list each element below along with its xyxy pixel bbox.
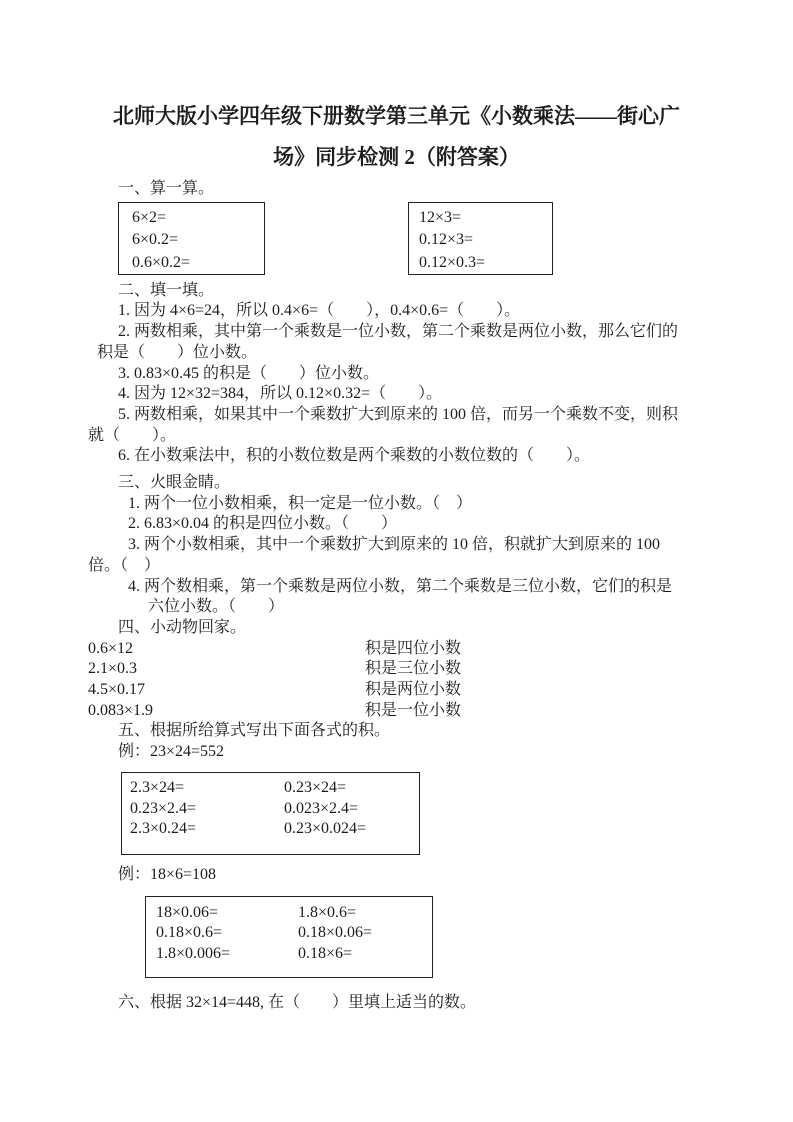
section2-item-2-cont: 积是（ ）位小数。 (97, 343, 258, 361)
expression: 0.12×3= (419, 231, 474, 249)
product-row (130, 799, 419, 820)
section2-item-2: 2. 两数相乘，其中第一个乘数是一位小数，第二个乘数是两位小数，那么它们的 (118, 323, 679, 341)
expression: 6×2= (132, 208, 167, 226)
section3-item-2: 2. 6.83×0.04 的积是四位小数。（ ） (128, 515, 398, 533)
match-row (88, 659, 705, 680)
section3-item-3-cont: 倍。（ ） (88, 556, 161, 574)
expression: 0.18×0.06= (298, 924, 373, 942)
section4-heading: 四、小动物回家。 (118, 618, 247, 636)
expression: 0.12×0.3= (419, 253, 486, 271)
match-label: 积是四位小数 (365, 639, 462, 657)
expression: 1.8×0.006= (156, 944, 231, 962)
match-row (88, 639, 705, 660)
expression: 1.8×0.6= (298, 903, 357, 921)
expression: 2.3×0.24= (130, 820, 197, 838)
title-line-2: 场》同步检测 2（附答案） (273, 145, 520, 169)
calc-box-2 (408, 202, 553, 275)
product-box-1 (121, 772, 420, 855)
expression: 0.23×0.024= (284, 820, 367, 838)
product-row (130, 819, 419, 840)
section2-item-1: 1. 因为 4×6=24，所以 0.4×6=（ ），0.4×0.6=（ ）。 (118, 302, 521, 320)
product-row (156, 944, 432, 965)
match-label: 积是两位小数 (365, 681, 462, 699)
section5-example-2: 例：18×6=108 (118, 865, 217, 883)
expression: 12×3= (419, 208, 462, 226)
match-label: 积是一位小数 (365, 701, 462, 719)
product-row (156, 903, 432, 924)
match-row (88, 680, 705, 701)
expression: 0.23×24= (284, 778, 347, 796)
expression: 18×0.06= (156, 903, 219, 921)
section2-item-5-cont: 就（ ）。 (88, 426, 177, 444)
match-expression: 0.083×1.9 (88, 701, 154, 719)
section2-item-4: 4. 因为 12×32=384，所以 0.12×0.32=（ ）。 (118, 385, 443, 403)
match-expression: 4.5×0.17 (88, 681, 146, 699)
section2-heading: 二、填一填。 (118, 281, 215, 299)
expression: 6×0.2= (132, 231, 179, 249)
expression: 0.023×2.4= (284, 799, 359, 817)
match-expression: 0.6×12 (88, 639, 134, 657)
section2-item-6: 6. 在小数乘法中，积的小数位数是两个乘数的小数位数的（ ）。 (118, 447, 591, 465)
section5-heading: 五、根据所给算式写出下面各式的积。 (118, 722, 391, 740)
expression: 0.6×0.2= (132, 253, 191, 271)
section2-item-5: 5. 两数相乘，如果其中一个乘数扩大到原来的 100 倍，而另一个乘数不变，则积 (118, 405, 679, 423)
section3-item-4: 4. 两个数相乘，第一个乘数是两位小数，第二个乘数是三位小数，它们的积是 (128, 577, 673, 595)
expression: 2.3×24= (130, 778, 185, 796)
match-label: 积是三位小数 (365, 660, 462, 678)
match-row (88, 701, 705, 722)
section1-boxes (88, 202, 705, 275)
section3-heading: 三、火眼金睛。 (118, 474, 231, 492)
product-row (130, 778, 419, 799)
calc-box-1 (118, 202, 265, 275)
product-box-2 (145, 896, 433, 978)
section2-item-3: 3. 0.83×0.45 的积是（ ）位小数。 (118, 364, 380, 382)
title-line-1: 北师大版小学四年级下册数学第三单元《小数乘法——街心广 (113, 104, 680, 128)
section5-example-1: 例：23×24=552 (118, 743, 225, 761)
section3-item-1: 1. 两个一位小数相乘，积一定是一位小数。（ ） (128, 494, 473, 512)
match-expression: 2.1×0.3 (88, 660, 138, 678)
expression: 0.23×2.4= (130, 799, 197, 817)
section1-heading: 一、算一算。 (118, 180, 215, 197)
worksheet-title (88, 96, 705, 178)
section6-heading: 六、根据 32×14=448, 在（ ）里填上适当的数。 (118, 993, 477, 1011)
expression: 0.18×0.6= (156, 924, 223, 942)
section3-item-3: 3. 两个小数相乘，其中一个乘数扩大到原来的 10 倍，积就扩大到原来的 100 (128, 536, 661, 554)
section3-item-4-cont: 六位小数。（ ） (148, 598, 285, 616)
expression: 0.18×6= (298, 944, 353, 962)
product-row (156, 923, 432, 944)
